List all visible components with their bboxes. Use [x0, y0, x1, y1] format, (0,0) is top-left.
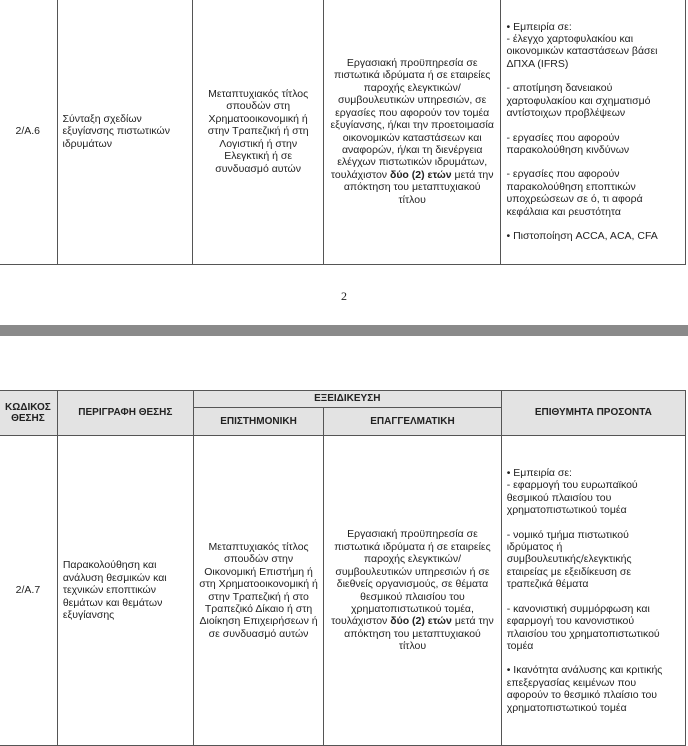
- professional-text: Εργασιακή προϋπηρεσία σε πιστωτικά ιδρύματα ή σε εταιρείες παροχής ελεγκτικών/συμβουλευτικών υπηρεσιών ή σε διεθνείς οργανισμούς, σε θέματα θεσμικού πλαισίου του χρηματοπιστωτικού τομέα, τουλάχιστον: [331, 528, 491, 628]
- req-line: πλαισίου του χρηματοπιστωτικού: [506, 627, 660, 640]
- position-code: 2/Α.6: [0, 0, 57, 265]
- req-line: παρακολούθηση κινδύνων: [506, 143, 630, 156]
- req-line: εταιρείας με εξειδίκευση σε: [506, 565, 632, 578]
- req-line: χρηματοπιστωτικού τομέα: [506, 701, 627, 714]
- req-line: θεσμικού πλαισίου του: [506, 491, 612, 504]
- req-line: αφορούν το θεσμικό πλαίσιο του: [506, 689, 658, 702]
- req-line: ιδρύματος ή: [506, 541, 563, 554]
- desired-qualifications: [501, 436, 685, 746]
- req-line: - κανονιστική συμμόρφωση και: [506, 602, 650, 615]
- req-line: • Εμπειρία σε:: [506, 467, 572, 480]
- req-line: - εφαρμογή του ευρωπαϊκού: [506, 479, 638, 492]
- req-line: - εργασίες που αφορούν: [506, 131, 620, 144]
- req-line: υποχρεώσεων σε ό, τι αφορά: [506, 193, 643, 206]
- position-description: Παρακολούθηση και ανάλυση θεσμικών και τεχνικών εποπτικών θεμάτων και θεμάτων εξυγίανσης: [57, 436, 193, 746]
- table-row: [0, 436, 686, 746]
- req-line: τομέα: [506, 639, 534, 652]
- header-row: [0, 391, 686, 408]
- professional-requirement: [324, 436, 501, 746]
- professional-text-end: μετά την απόκτηση του μεταπτυχιακού τίτλου: [344, 615, 494, 653]
- req-line: - νομικό τμήμα πιστωτικού: [506, 528, 629, 541]
- req-line: ΔΠΧΑ (IFRS): [506, 57, 569, 70]
- req-line: • Ικανότητα ανάλυσης και κριτικής: [506, 664, 663, 677]
- req-line: χρηματοπιστωτικού τομέα: [506, 504, 627, 517]
- page-number: 2: [341, 289, 347, 303]
- page-separator: [0, 325, 688, 336]
- professional-text: Εργασιακή προϋπηρεσία σε πιστωτικά ιδρύματα ή σε εταιρείες παροχής ελεγκτικών/συμβουλευτικών υπηρεσιών, σε εργασίες που αφορούν τον τομέα εξυγίανσης, ή/και την προετοιμασία οικονομικών καταστάσεων και αναφορών, ή/και τη διενέργεια ελέγχων πιστωτικών ιδρυμάτων, τουλάχιστον: [330, 57, 494, 181]
- req-line: - εργασίες που αφορούν: [506, 168, 620, 181]
- header-code: ΚΩΔΙΚΟΣ ΘΕΣΗΣ: [0, 391, 57, 436]
- years-emphasis: δύο (2) ετών: [389, 168, 452, 181]
- desired-qualifications: [501, 0, 686, 265]
- years-emphasis: δύο (2) ετών: [390, 615, 452, 628]
- req-line: - έλεγχο χαρτοφυλακίου και: [506, 33, 634, 46]
- req-line: παρακολούθηση εποπτικών: [506, 180, 636, 193]
- req-line: συμβουλευτικής/ελεγκτικής: [506, 553, 632, 566]
- req-line: • Πιστοποίηση ACCA, ACA, CFA: [506, 229, 658, 242]
- req-line: αντίστοιχων προβλέψεων: [506, 107, 626, 120]
- positions-table: [0, 390, 686, 746]
- professional-requirement: [323, 0, 501, 265]
- table-row: [0, 0, 686, 265]
- header-qualifications: ΕΠΙΘΥΜΗΤΑ ΠΡΟΣΟΝΤΑ: [501, 391, 685, 436]
- header-professional: ΕΠΑΓΓΕΛΜΑΤΙΚΗ: [324, 408, 501, 436]
- req-line: χαρτοφυλακίου και σχηματισμό: [506, 94, 651, 107]
- header-academic: ΕΠΙΣΤΗΜΟΝΙΚΗ: [193, 408, 323, 436]
- req-line: επεξεργασίας κειμένων που: [506, 676, 637, 689]
- position-description: Σύνταξη σχεδίων εξυγίανσης πιστωτικών ιδρυμάτων: [57, 0, 193, 265]
- req-line: οικονομικών καταστάσεων βάσει: [506, 45, 658, 58]
- academic-requirement: Μεταπτυχιακός τίτλος σπουδών στην Οικονομική Επιστήμη ή στη Χρηματοοικονομική ή στην Τραπεζική ή στο Τραπεζικό Δίκαιο ή στη Διοίκηση Επιχειρήσεων ή σε συνδυασμό αυτών: [193, 436, 323, 746]
- req-line: - αποτίμηση δανειακού: [506, 82, 613, 95]
- professional-text-end: μετά την απόκτηση του μεταπτυχιακού τίτλου: [343, 168, 494, 206]
- academic-requirement: Μεταπτυχιακός τίτλος σπουδών στη Χρηματοοικονομική ή στην Τραπεζική ή στη Λογιστική ή στην Ελεγκτική ή σε συνδυασμό αυτών: [193, 0, 324, 265]
- req-line: τραπεζικά θέματα: [506, 578, 589, 591]
- req-line: κεφάλαια και ρευστότητα: [506, 205, 621, 218]
- req-line: • Εμπειρία σε:: [506, 20, 572, 33]
- position-code: 2/Α.7: [0, 436, 57, 746]
- req-line: εφαρμογή του κανονιστικού: [506, 615, 635, 628]
- header-specialization: ΕΞΕΙΔΙΚΕΥΣΗ: [193, 391, 501, 408]
- header-description: ΠΕΡΙΓΡΑΦΗ ΘΕΣΗΣ: [57, 391, 193, 436]
- positions-table-top: [0, 0, 686, 265]
